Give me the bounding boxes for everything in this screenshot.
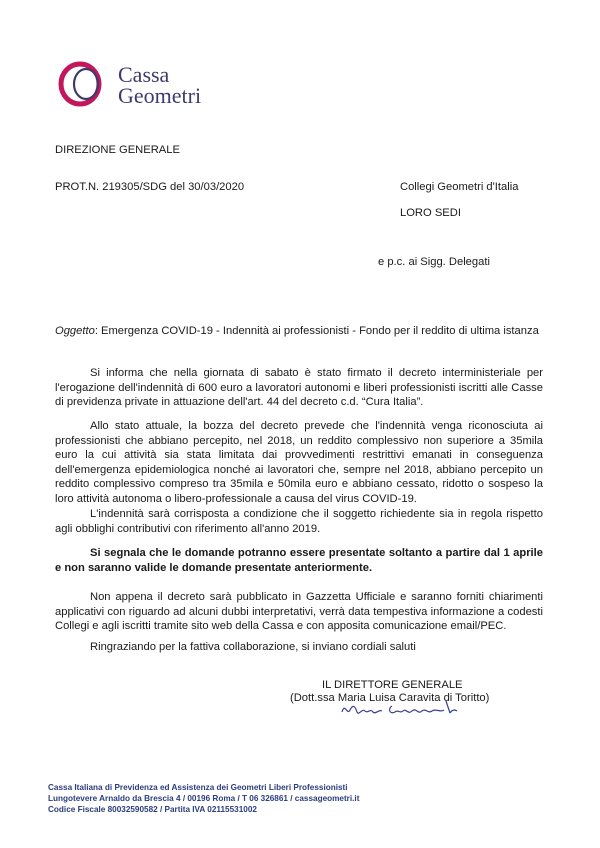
subject (55, 324, 539, 338)
footer-line-3: Codice Fiscale 80032590582 / Partita IVA 02115531002 (48, 805, 257, 814)
recipient-line-2: LORO SEDI (400, 207, 461, 219)
cassa-geometri-logo-icon (56, 60, 112, 108)
footer-line-2: Lungotevere Arnaldo da Brescia 4 / 00196 Roma / T 06 326861 / cassageometri.it (48, 794, 360, 803)
closing: Ringraziando per la fattiva collaborazione, si inviano cordiali saluti (90, 641, 416, 653)
logo-line-1: Cassa (118, 62, 170, 87)
signatory-title: IL DIRETTORE GENERALE (322, 679, 463, 691)
subject-label: Oggetto (55, 325, 95, 337)
recipient-line-1: Collegi Geometri d'Italia (400, 181, 519, 193)
cc-line: e p.c. ai Sigg. Delegati (378, 256, 490, 268)
department: DIREZIONE GENERALE (55, 144, 180, 156)
paragraph-4: Si segnala che le domande potranno essere presentate soltanto a partire dal 1 aprile e non saranno valide le domande presentate anteriormente. (55, 547, 543, 574)
signatory-name: (Dott.ssa Maria Luisa Caravita di Toritto) (290, 692, 490, 704)
handwritten-signature-icon (338, 696, 462, 722)
subject-text: : Emergenza COVID-19 - Indennità ai professionisti - Fondo per il reddito di ultima istanza (94, 325, 539, 337)
footer-line-1: Cassa Italiana di Previdenza ed Assistenza dei Geometri Liberi Professionisti (48, 783, 348, 792)
protocol-number: PROT.N. 219305/SDG del 30/03/2020 (55, 181, 245, 193)
paragraph-2: Allo stato attuale, la bozza del decreto prevede che l'indennità venga riconosciuta ai professionisti che abbiano percepito, nel 2018, un reddito complessivo non superiore a 35mila euro la cui attività sia stata limitata dai provvedimenti restrittivi emanati in conseguenza dell'emergenza epidemiologica nonché ai lavoratori che, sempre nel 2018, abbiano percepito un reddito complessivo compreso tra 35mila e 50mila euro e abbiano cessato, ridotto o sospeso la loro attività autonoma o libero-professionale a causa del virus COVID-19. (55, 420, 543, 505)
logo-text (118, 64, 201, 106)
paragraph-1: Si informa che nella giornata di sabato è stato firmato il decreto interministeriale per l'erogazione dell'indennità di 600 euro a lavoratori autonomi e liberi professionisti iscritti alle Casse di previdenza private in attuazione dell'art. 44 del decreto c.d. “Cura Italia”. (55, 367, 543, 408)
logo-line-2: Geometri (118, 83, 202, 108)
paragraph-3: L'indennità sarà corrisposta a condizione che il soggetto richiedente sia in regola rispetto agli obblighi contributivi con riferimento all'anno 2019. (55, 508, 543, 535)
paragraph-5: Non appena il decreto sarà pubblicato in Gazzetta Ufficiale e saranno forniti chiarimenti applicativi con riguardo ad alcuni dubbi interpretativi, verrà data tempestiva informazione a codesti Collegi e agli iscritti tramite sito web della Cassa e con apposita comunicazione email/PEC. (55, 591, 543, 632)
